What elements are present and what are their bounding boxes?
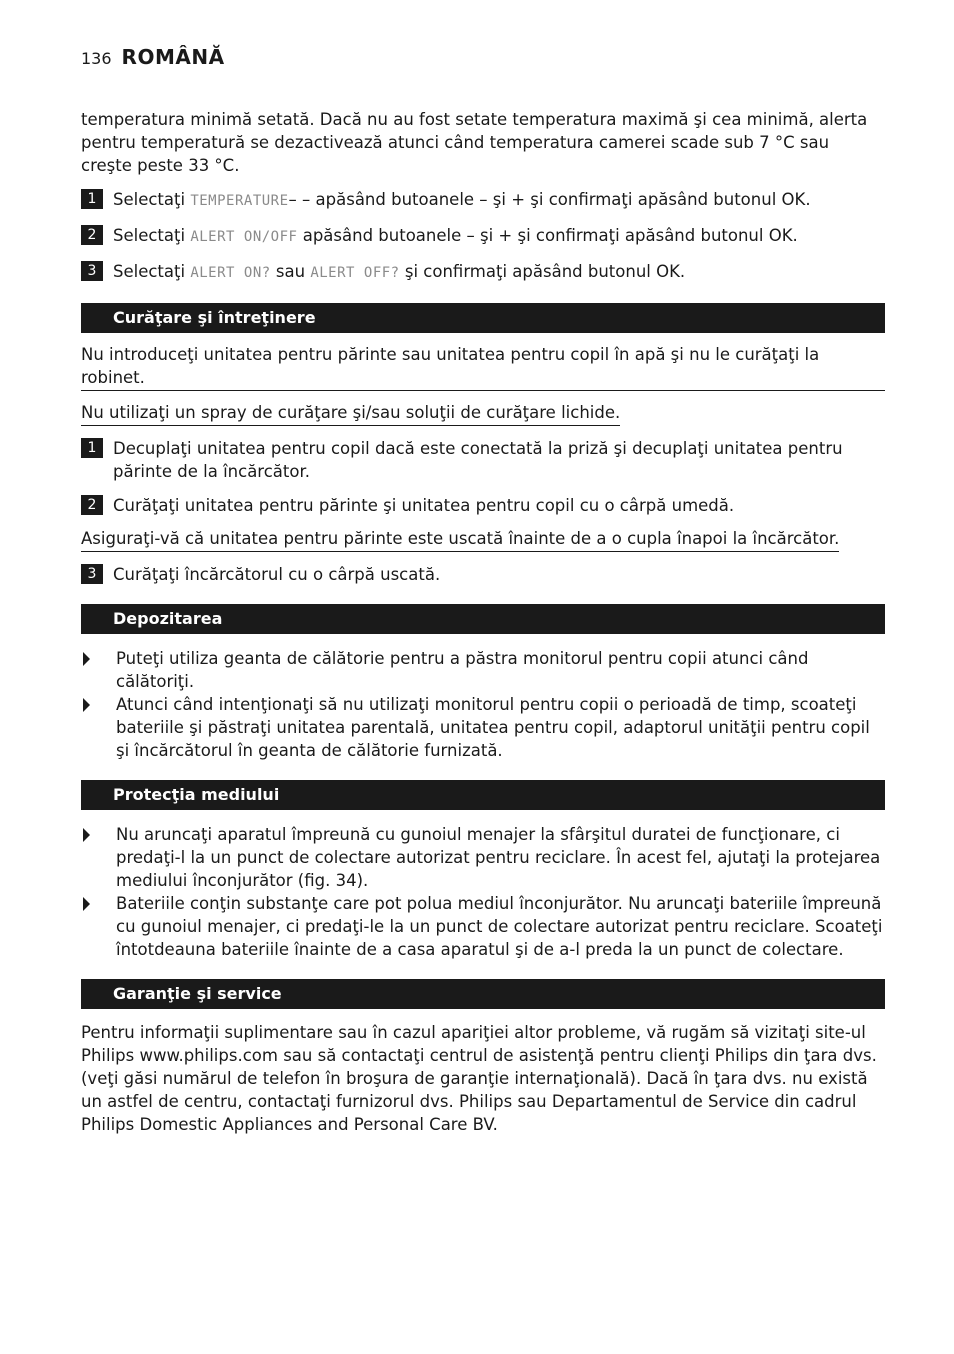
warning-text: Asiguraţi-vă că unitatea pentru părinte este uscată înainte de a o cupla înapoi la încărcător. [81,527,839,552]
intro-paragraph: temperatura minimă setată. Dacă nu au fost setate temperatura maximă şi cea minimă, alerta pentru temperatură se dezactivează atunci când temperatura camerei scade sub 7 °C sau creşte peste 33 °C. [81,110,868,175]
step-text: Decuplaţi unitatea pentru copil dacă este conectată la priză şi decuplaţi unitatea pentru părinte de la încărcător. [113,439,843,481]
step-number: 3 [81,564,103,584]
triangle-bullet-icon [83,698,90,712]
temp-step-2 [81,224,885,249]
warranty-text: sau să contactaţi centrul de asistenţă pentru clienţi Philips din ţara dvs. (veţi găsi numărul de telefon în broşura de garanţie internaţională). Dacă în ţara dvs. nu există un astfel de centru, contactaţi furnizorul dvs. Philips sau Departamentul de Service din cadrul Philips Domestic Appliances and Personal Care BV. [81,1046,877,1134]
step-number: 1 [81,438,103,458]
page-header [81,46,885,76]
section-header-storage: Depozitarea [81,604,885,634]
philips-website-link[interactable]: www.philips.com [139,1046,278,1065]
environment-bullet [81,892,885,961]
temp-step-3 [81,260,885,285]
step-number: 2 [81,225,103,245]
step-number: 3 [81,261,103,281]
storage-bullet [81,647,885,693]
step-text-part: Selectaţi [113,262,191,281]
manual-page [81,46,885,1136]
step-text-part: şi confirmaţi apăsând butonul OK. [399,262,686,281]
step-text: Curăţaţi încărcătorul cu o cârpă uscată. [113,565,441,584]
cleaning-warning-1 [81,343,885,391]
bullet-text: Nu aruncaţi aparatul împreună cu gunoiul menajer la sfârşitul duratei de funcţionare, ci predaţi-l la un punct de colectare autorizat pentru reciclare. În acest fel, ajutaţi la protejarea mediului înconjurător (fig. 34). [116,825,881,890]
step-number: 2 [81,495,103,515]
step-text [113,224,885,249]
step-text-part: sau [270,262,311,281]
temp-step-1 [81,188,885,213]
cleaning-warning-2 [81,401,885,426]
cleaning-step-3 [81,563,885,586]
step-text: Curăţaţi unitatea pentru părinte şi unitatea pentru copil cu o cârpă umedă. [113,496,735,515]
lcd-text: TEMPERATURE [190,193,289,209]
bullet-text: Atunci când intenţionaţi să nu utilizaţi monitorul pentru copii o perioadă de timp, scoateţi bateriile şi păstraţi unitatea parentală, unitatea pentru copil, adaptorul unităţii pentru copil şi încărcătorul în geanta de călătorie furnizată. [116,695,870,760]
triangle-bullet-icon [83,897,90,911]
bullet-text: Bateriile conţin substanţe care pot polua mediul înconjurător. Nu aruncaţi bateriile împreună cu gunoiul menajer, ci predaţi-le la un punct de colectare autorizat pentru reciclare. Scoateţi întotdeauna bateriile înainte de a casa aparatul şi de a-l preda la un punct de colectare. [116,894,883,959]
lcd-text: ALERT ON/OFF [190,229,298,245]
lcd-text: ALERT OFF? [310,265,400,281]
environment-bullet [81,823,885,892]
section-header-warranty: Garanţie şi service [81,979,885,1009]
cleaning-step-2 [81,494,885,517]
step-text-part: Selectaţi [113,190,191,209]
storage-bullet [81,693,885,762]
step-text [113,188,885,213]
cleaning-warning-3 [81,527,885,552]
step-text-part: – – apăsând butoanele – şi + şi confirmaţi apăsând butonul OK. [288,190,811,209]
cleaning-step-1 [81,437,885,483]
language-title: ROMÂNĂ [121,45,225,69]
triangle-bullet-icon [83,652,90,666]
bullet-text: Puteţi utiliza geanta de călătorie pentru a păstra monitorul pentru copii atunci când călătoriţi. [116,649,809,691]
step-text-part: Selectaţi [113,226,191,245]
page-number: 136 [81,49,112,68]
triangle-bullet-icon [83,828,90,842]
warning-text: Nu introduceţi unitatea pentru părinte sau unitatea pentru copil în apă şi nu le curăţaţi la robinet. [81,343,885,391]
lcd-text: ALERT ON? [190,265,271,281]
step-text-part: apăsând butoanele – şi + şi confirmaţi apăsând butonul OK. [297,226,798,245]
warranty-paragraph [81,1021,885,1136]
warranty-text: Pentru informaţii suplimentare sau în cazul apariţiei altor probleme, vă rugăm să vizitaţi site-ul Philips [81,1023,866,1065]
warning-text: Nu utilizaţi un spray de curăţare şi/sau soluţii de curăţare lichide. [81,401,620,426]
step-text [113,260,885,285]
step-number: 1 [81,189,103,209]
section-header-cleaning: Curăţare şi întreţinere [81,303,885,333]
section-header-environment: Protecţia mediului [81,780,885,810]
